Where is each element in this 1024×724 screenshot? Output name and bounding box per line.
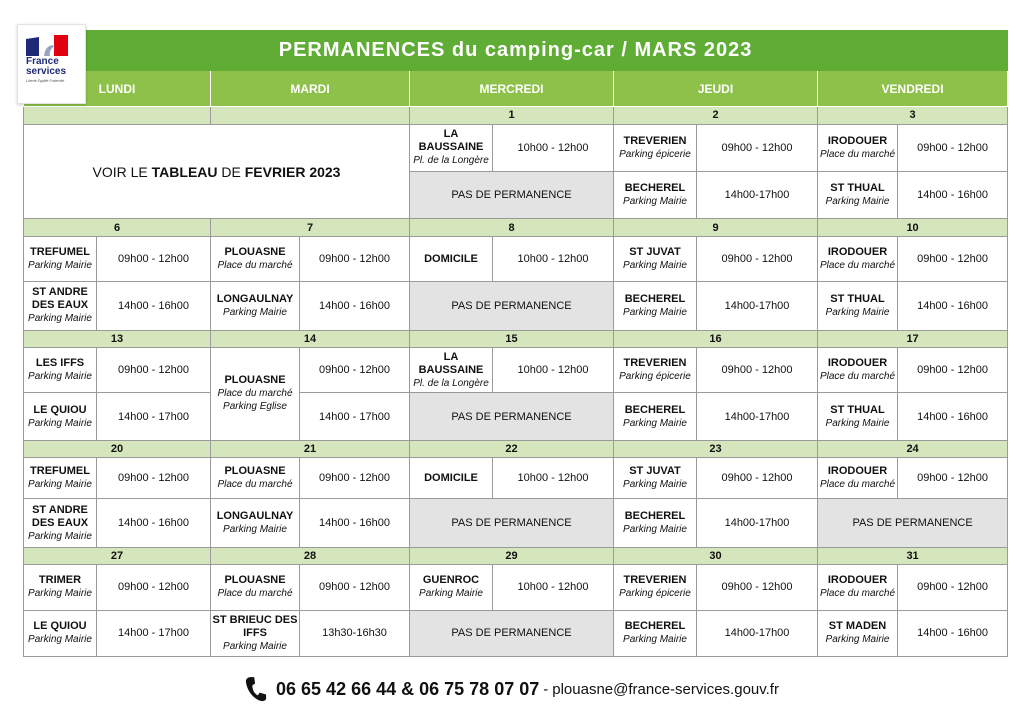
location-cell <box>410 236 493 281</box>
location-spot: Parking Mairie <box>223 524 287 536</box>
time-slot: 14h00-17h00 <box>697 172 818 219</box>
location-name: ST JUVAT <box>629 246 681 259</box>
location-spot: Parking Mairie <box>28 371 92 383</box>
time-slot: 14h00-17h00 <box>697 393 818 440</box>
location-name: TRIMER <box>38 574 82 587</box>
location-cell <box>24 458 97 499</box>
location-cell <box>211 236 300 281</box>
time-slot: 09h00 - 12h00 <box>97 458 211 499</box>
location-name: DOMICILE <box>424 471 478 484</box>
location-name: LES IFFS <box>35 357 85 370</box>
date-label: 31 <box>818 547 1008 565</box>
time-slot: 10h00 - 12h00 <box>493 565 614 610</box>
time-slot: 09h00 - 12h00 <box>898 458 1008 499</box>
phone-icon <box>245 676 267 702</box>
location-name: PLOUASNE <box>224 574 286 587</box>
time-slot: 14h00 - 17h00 <box>300 393 410 440</box>
time-slot: 14h00 - 16h00 <box>898 610 1008 656</box>
location-spot: Parking Mairie <box>623 479 687 491</box>
time-slot: 09h00 - 12h00 <box>97 348 211 393</box>
morning-row <box>24 348 1008 393</box>
date-row <box>24 107 1008 125</box>
location-spot: Parking Mairie <box>623 196 687 208</box>
location-cell <box>24 610 97 656</box>
location-name: BECHEREL <box>624 403 686 416</box>
location-name: IRODOUER <box>827 357 888 370</box>
morning-row <box>24 565 1008 610</box>
time-slot: 09h00 - 12h00 <box>898 348 1008 393</box>
location-spot: Parking épicerie <box>619 148 691 160</box>
date-label: 20 <box>24 440 211 458</box>
date-label: 1 <box>410 107 614 125</box>
time-slot: 14h00-17h00 <box>697 499 818 547</box>
afternoon-row <box>24 499 1008 547</box>
location-spot: Pl. de la Longère <box>413 155 489 167</box>
location-spot: Pl. de la Longère <box>413 377 489 389</box>
location-cell <box>211 458 300 499</box>
location-name: ST JUVAT <box>629 465 681 478</box>
location-cell <box>614 348 697 393</box>
day-header-jeudi: JEUDI <box>614 71 818 107</box>
date-label: 2 <box>614 107 818 125</box>
location-name: ST MADEN <box>828 620 887 633</box>
location-name: ST BRIEUC DES IFFS <box>212 613 298 639</box>
date-row <box>24 547 1008 565</box>
time-slot: 09h00 - 12h00 <box>97 236 211 281</box>
day-header-mercredi: MERCREDI <box>410 71 614 107</box>
location-name: ST ANDRE DES EAUX <box>31 503 89 529</box>
location-cell <box>24 565 97 610</box>
location-spot: Place du marché <box>819 479 896 491</box>
location-cell <box>614 282 697 330</box>
location-spot: Parking Mairie <box>28 260 92 272</box>
time-slot: 09h00 - 12h00 <box>697 458 818 499</box>
location-spot: Parking Mairie <box>825 417 890 429</box>
date-label: 3 <box>818 107 1008 125</box>
location-name: IRODOUER <box>827 246 888 259</box>
time-slot: 13h30-16h30 <box>300 610 410 656</box>
location-cell <box>410 124 493 171</box>
location-cell <box>211 610 300 656</box>
date-row <box>24 330 1008 348</box>
location-spot: Place du marché <box>217 588 293 600</box>
location-spot: Parking Mairie <box>28 417 92 429</box>
date-label: 8 <box>410 219 614 237</box>
location-cell <box>614 610 697 656</box>
time-slot: 09h00 - 12h00 <box>898 124 1008 171</box>
time-slot: 09h00 - 12h00 <box>97 565 211 610</box>
february-note-bold: TABLEAU <box>151 163 218 180</box>
location-spot: Place du marché <box>217 388 293 400</box>
day-header-vendredi: VENDREDI <box>818 71 1008 107</box>
location-spot: Parking épicerie <box>619 371 691 383</box>
location-cell <box>24 499 97 547</box>
location-cell <box>818 458 898 499</box>
location-cell <box>410 565 493 610</box>
time-slot: 09h00 - 12h00 <box>697 348 818 393</box>
logo-name-line2: services <box>26 66 67 77</box>
location-name: BECHEREL <box>624 510 686 523</box>
time-slot: 14h00 - 16h00 <box>300 282 410 330</box>
marianne-flag-icon <box>26 35 68 57</box>
location-name: LA BAUSSAINE <box>418 128 484 154</box>
location-name: ST THUAL <box>830 292 885 305</box>
location-name: ST ANDRE DES EAUX <box>31 286 89 312</box>
date-label: 27 <box>24 547 211 565</box>
location-cell <box>818 282 898 330</box>
time-slot: 14h00 - 16h00 <box>898 282 1008 330</box>
location-spot: Parking Mairie <box>28 634 92 646</box>
location-name: TREVERIEN <box>623 574 687 587</box>
location-cell <box>614 172 697 219</box>
location-spot: Parking Mairie <box>623 306 687 318</box>
date-label: 10 <box>818 219 1008 237</box>
location-spot: Parking Mairie <box>223 306 287 318</box>
location-spot: Parking épicerie <box>619 588 691 600</box>
location-name: TREVERIEN <box>623 134 687 147</box>
time-slot: 14h00 - 17h00 <box>97 610 211 656</box>
location-spot: Place du marché <box>819 588 896 600</box>
date-label: 15 <box>410 330 614 348</box>
schedule-table <box>23 30 1008 657</box>
location-name: IRODOUER <box>827 465 888 478</box>
location-spot: Place du marché <box>217 260 293 272</box>
page-title: PERMANENCES du camping-car / MARS 2023 <box>24 31 1008 71</box>
location-spot: Parking Mairie <box>28 313 92 325</box>
location-name: PLOUASNE <box>224 465 286 478</box>
morning-row <box>24 236 1008 281</box>
afternoon-row <box>24 610 1008 656</box>
location-name: LE QUIOU <box>33 403 87 416</box>
location-spot: Parking Mairie <box>825 306 890 318</box>
february-note-prefix: VOIR LE <box>92 163 152 180</box>
date-label: 13 <box>24 330 211 348</box>
date-label: 21 <box>211 440 410 458</box>
no-service-cell: PAS DE PERMANENCE <box>818 499 1008 547</box>
location-name: LONGAULNAY <box>216 510 294 523</box>
date-label: 7 <box>211 219 410 237</box>
location-name: GUENROC <box>422 574 480 587</box>
location-spot: Place du marché <box>217 479 293 491</box>
location-name: DOMICILE <box>424 252 478 265</box>
location-name: TREVERIEN <box>623 357 687 370</box>
time-slot: 14h00 - 17h00 <box>97 393 211 440</box>
location-name: BECHEREL <box>624 182 686 195</box>
location-name: BECHEREL <box>624 620 686 633</box>
location-spot: Parking Mairie <box>223 640 287 652</box>
afternoon-row <box>24 393 1008 440</box>
afternoon-row <box>24 282 1008 330</box>
date-row <box>24 219 1008 237</box>
location-spot: Parking Mairie <box>623 260 687 272</box>
date-label: 9 <box>614 219 818 237</box>
location-spot: Parking Mairie <box>623 634 687 646</box>
location-cell <box>614 458 697 499</box>
time-slot: 09h00 - 12h00 <box>697 124 818 171</box>
day-header-row <box>24 71 1008 107</box>
logo-name-line1: France <box>26 56 59 67</box>
location-cell <box>818 610 898 656</box>
date-label: 17 <box>818 330 1008 348</box>
location-spot: Parking Mairie <box>623 524 687 536</box>
time-slot: 09h00 - 12h00 <box>697 236 818 281</box>
no-service-cell: PAS DE PERMANENCE <box>410 172 614 219</box>
location-spot: Place du marché <box>819 148 896 160</box>
time-slot: 10h00 - 12h00 <box>493 124 614 171</box>
location-cell <box>24 236 97 281</box>
time-slot: 09h00 - 12h00 <box>300 458 410 499</box>
date-label: 23 <box>614 440 818 458</box>
location-name: PLOUASNE <box>224 246 286 259</box>
location-spot: Parking Mairie <box>28 479 92 491</box>
france-services-logo <box>17 24 86 104</box>
location-cell <box>211 499 300 547</box>
location-cell <box>614 124 697 171</box>
location-cell <box>410 458 493 499</box>
location-name: LA BAUSSAINE <box>418 350 484 376</box>
location-cell <box>818 172 898 219</box>
location-cell <box>410 348 493 393</box>
location-name: IRODOUER <box>827 134 888 147</box>
no-service-cell: PAS DE PERMANENCE <box>410 393 614 440</box>
february-note-bold: FEVRIER 2023 <box>244 163 341 180</box>
date-label: 14 <box>211 330 410 348</box>
location-name: LONGAULNAY <box>216 292 294 305</box>
phone-numbers: 06 65 42 66 44 & 06 75 78 07 07 <box>276 678 540 699</box>
location-spot: Parking Eglise <box>223 401 287 413</box>
footer-separator: - <box>543 680 549 698</box>
time-slot: 14h00 - 16h00 <box>97 499 211 547</box>
location-spot: Parking Mairie <box>825 196 890 208</box>
time-slot: 09h00 - 12h00 <box>300 348 410 393</box>
contact-footer <box>0 674 1024 704</box>
location-spot: Place du marché <box>819 260 896 272</box>
date-label <box>211 107 410 125</box>
location-name: TREFUMEL <box>30 246 90 259</box>
time-slot: 14h00 - 16h00 <box>898 393 1008 440</box>
date-label <box>24 107 211 125</box>
date-label: 16 <box>614 330 818 348</box>
location-cell <box>614 236 697 281</box>
location-spot: Parking Mairie <box>825 634 890 646</box>
time-slot: 10h00 - 12h00 <box>493 348 614 393</box>
time-slot: 14h00 - 16h00 <box>300 499 410 547</box>
location-cell <box>24 393 97 440</box>
february-note-middle: DE <box>217 163 245 180</box>
morning-row <box>24 458 1008 499</box>
time-slot: 09h00 - 12h00 <box>697 565 818 610</box>
location-cell <box>614 393 697 440</box>
location-cell <box>614 499 697 547</box>
february-note <box>24 124 410 219</box>
location-spot: Parking Mairie <box>623 417 687 429</box>
logo-motto: Liberté Égalité Fraternité <box>26 79 65 83</box>
location-cell <box>24 348 97 393</box>
location-cell <box>818 236 898 281</box>
time-slot: 14h00-17h00 <box>697 282 818 330</box>
location-spot: Place du marché <box>819 371 896 383</box>
location-name: PLOUASNE <box>224 374 286 387</box>
location-cell <box>211 565 300 610</box>
no-service-cell: PAS DE PERMANENCE <box>410 282 614 330</box>
location-name: IRODOUER <box>827 574 888 587</box>
location-name: ST THUAL <box>830 182 885 195</box>
day-header-lundi: LUNDI <box>24 71 211 107</box>
date-label: 22 <box>410 440 614 458</box>
date-label: 30 <box>614 547 818 565</box>
date-label: 6 <box>24 219 211 237</box>
time-slot: 09h00 - 12h00 <box>300 236 410 281</box>
time-slot: 14h00-17h00 <box>697 610 818 656</box>
no-service-cell: PAS DE PERMANENCE <box>410 499 614 547</box>
date-label: 24 <box>818 440 1008 458</box>
date-row <box>24 440 1008 458</box>
location-spot: Parking Mairie <box>28 588 92 600</box>
location-name: LE QUIOU <box>33 620 87 633</box>
day-header-mardi: MARDI <box>211 71 410 107</box>
location-cell <box>818 348 898 393</box>
location-cell <box>818 565 898 610</box>
location-name: ST THUAL <box>830 403 885 416</box>
no-service-cell: PAS DE PERMANENCE <box>410 610 614 656</box>
contact-email[interactable]: plouasne@france-services.gouv.fr <box>552 680 779 698</box>
time-slot: 09h00 - 12h00 <box>898 565 1008 610</box>
location-name: TREFUMEL <box>30 465 90 478</box>
date-label: 28 <box>211 547 410 565</box>
time-slot: 14h00 - 16h00 <box>97 282 211 330</box>
location-cell <box>818 393 898 440</box>
time-slot: 10h00 - 12h00 <box>493 458 614 499</box>
location-cell <box>614 565 697 610</box>
time-slot: 10h00 - 12h00 <box>493 236 614 281</box>
title-row <box>24 31 1008 71</box>
time-slot: 14h00 - 16h00 <box>898 172 1008 219</box>
time-slot: 09h00 - 12h00 <box>300 565 410 610</box>
location-cell <box>211 282 300 330</box>
location-name: BECHEREL <box>624 292 686 305</box>
morning-row <box>24 124 1008 171</box>
location-cell <box>211 348 300 441</box>
location-cell <box>24 282 97 330</box>
time-slot: 09h00 - 12h00 <box>898 236 1008 281</box>
location-cell <box>818 124 898 171</box>
date-label: 29 <box>410 547 614 565</box>
location-spot: Parking Mairie <box>419 588 483 600</box>
location-spot: Parking Mairie <box>28 530 92 542</box>
